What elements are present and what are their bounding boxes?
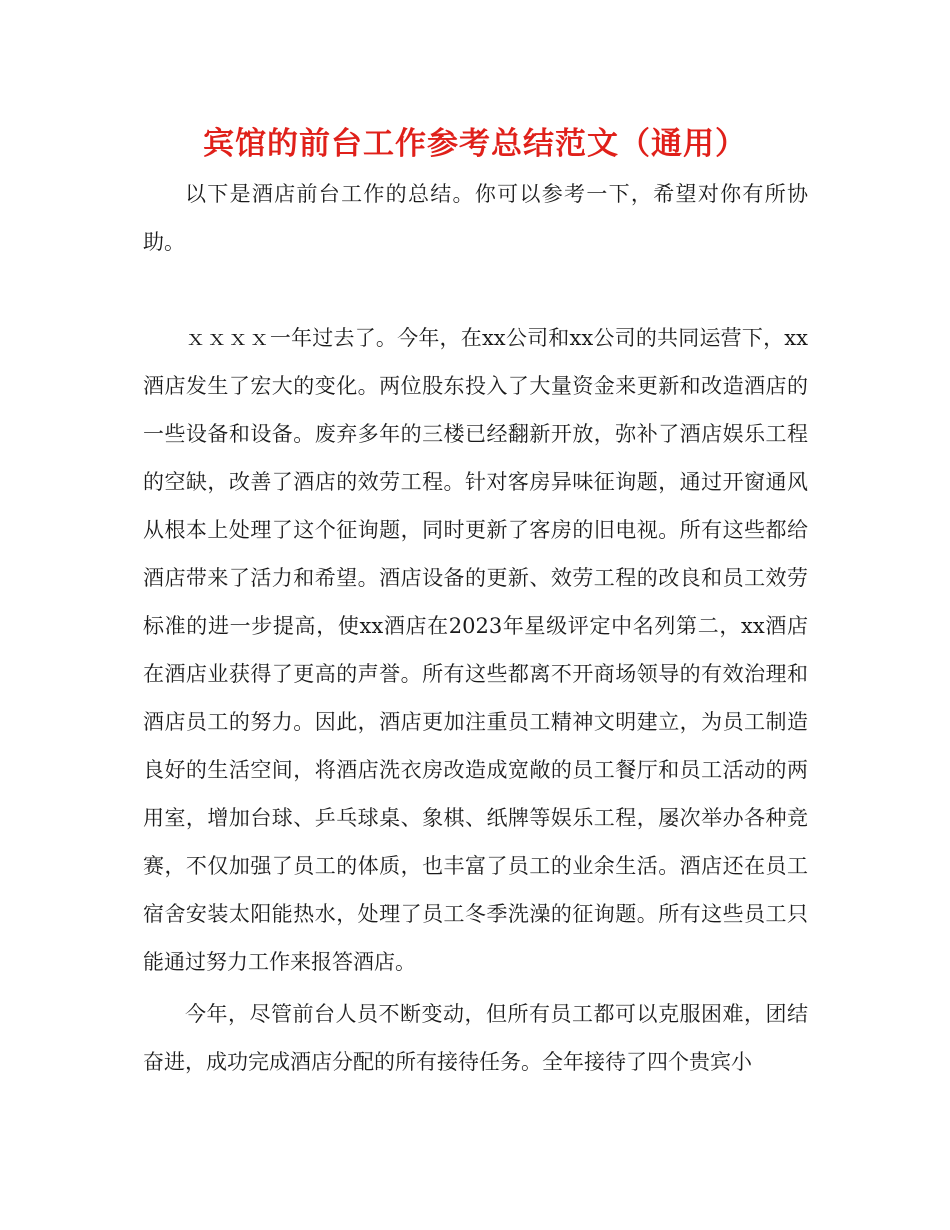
front-desk-paragraph: 今年，尽管前台人员不断变动，但所有员工都可以克服困难，团结奋进，成功完成酒店分配的所有接待任务。全年接待了四个贵宾小 [143,1002,808,1074]
document-title: 宾馆的前台工作参考总结范文（通用） [203,126,747,162]
review-paragraph: ｘｘｘｘ一年过去了。今年，在xx公司和xx公司的共同运营下，xx酒店发生了宏大的变化。两位股东投入了大量资金来更新和改造酒店的一些设备和设备。废弃多年的三楼已经翻新开放，弥补了酒店娱乐工程的空缺，改善了酒店的效劳工程。针对客房异味征询题，通过开窗通风从根本上处理了这个征询题，同时更新了客房的旧电视。所有这些都给酒店带来了活力和希望。酒店设备的更新、效劳工程的改良和员工效劳标准的进一步提高，使xx酒店在2023年星级评定中名列第二，xx酒店在酒店业获得了更高的声誉。所有这些都离不开商场领导的有效治理和酒店员工的努力。因此，酒店更加注重员工精神文明建立，为员工制造良好的生活空间，将酒店洗衣房改造成宽敞的员工餐厅和员工活动的两用室，增加台球、乒乓球桌、象棋、纸牌等娱乐工程，屡次举办各种竞赛，不仅加强了员工的体质，也丰富了员工的业余生活。酒店还在员工宿舍安装太阳能热水，处理了员工冬季洗澡的征询题。所有这些员工只能通过努力工作来报答酒店。 [143,326,808,974]
intro-paragraph: 以下是酒店前台工作的总结。你可以参考一下，希望对你有所协助。 [143,182,808,254]
